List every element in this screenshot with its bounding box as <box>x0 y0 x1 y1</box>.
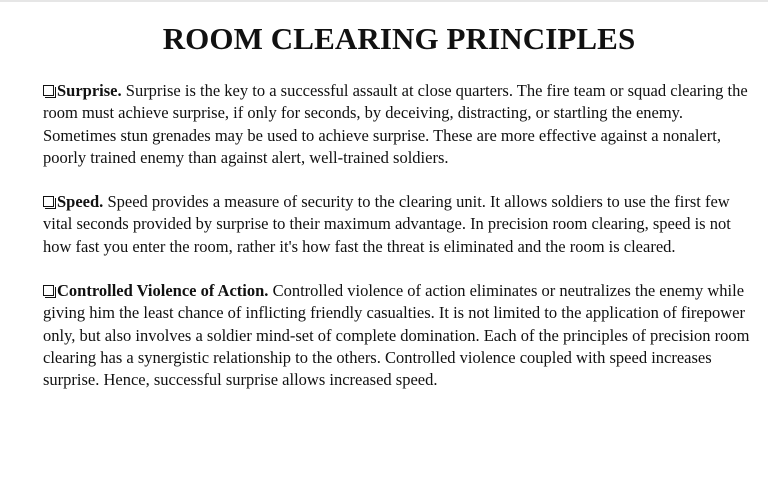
principle-heading: Controlled Violence of Action. <box>57 281 269 301</box>
principle-body: Speed provides a measure of security to the clearing unit. It allows soldiers to use the first few vital seconds provided by surprise to their maximum advantage. In precision room clearing, speed is not how fast you enter the room, rather it's how fast the threat is eliminated and the room is cleared. <box>43 192 731 256</box>
principle-body: Controlled violence of action eliminates or neutralizes the enemy while giving him the least chance of inflicting friendly casualties. It is not limited to the application of firepower only, but also involves a soldier mind-set of complete domination. Each of the principles of precision room clearing has a synergistic relationship to the others. Controlled violence coupled with speed increases surprise. Hence, successful surprise allows increased speed. <box>43 281 750 390</box>
document <box>43 20 755 392</box>
principle-body: Surprise is the key to a successful assault at close quarters. The fire team or squad clearing the room must achieve surprise, if only for seconds, by deceiving, distracting, or startling the enemy. Sometimes stun grenades may be used to achieve surprise. These are more effective against a nonalert, poorly trained enemy than against alert, well-trained soldiers. <box>43 81 748 167</box>
principle-controlled-violence <box>43 280 755 391</box>
checkbox-icon <box>43 85 54 96</box>
page-title: ROOM CLEARING PRINCIPLES <box>162 21 636 56</box>
principle-heading: Surprise. <box>57 81 122 100</box>
checkbox-icon <box>43 285 54 296</box>
checkbox-icon <box>43 196 54 207</box>
principle-speed <box>43 191 755 258</box>
top-divider <box>0 0 768 2</box>
principle-heading: Speed. <box>57 192 104 212</box>
principle-surprise <box>43 80 755 169</box>
